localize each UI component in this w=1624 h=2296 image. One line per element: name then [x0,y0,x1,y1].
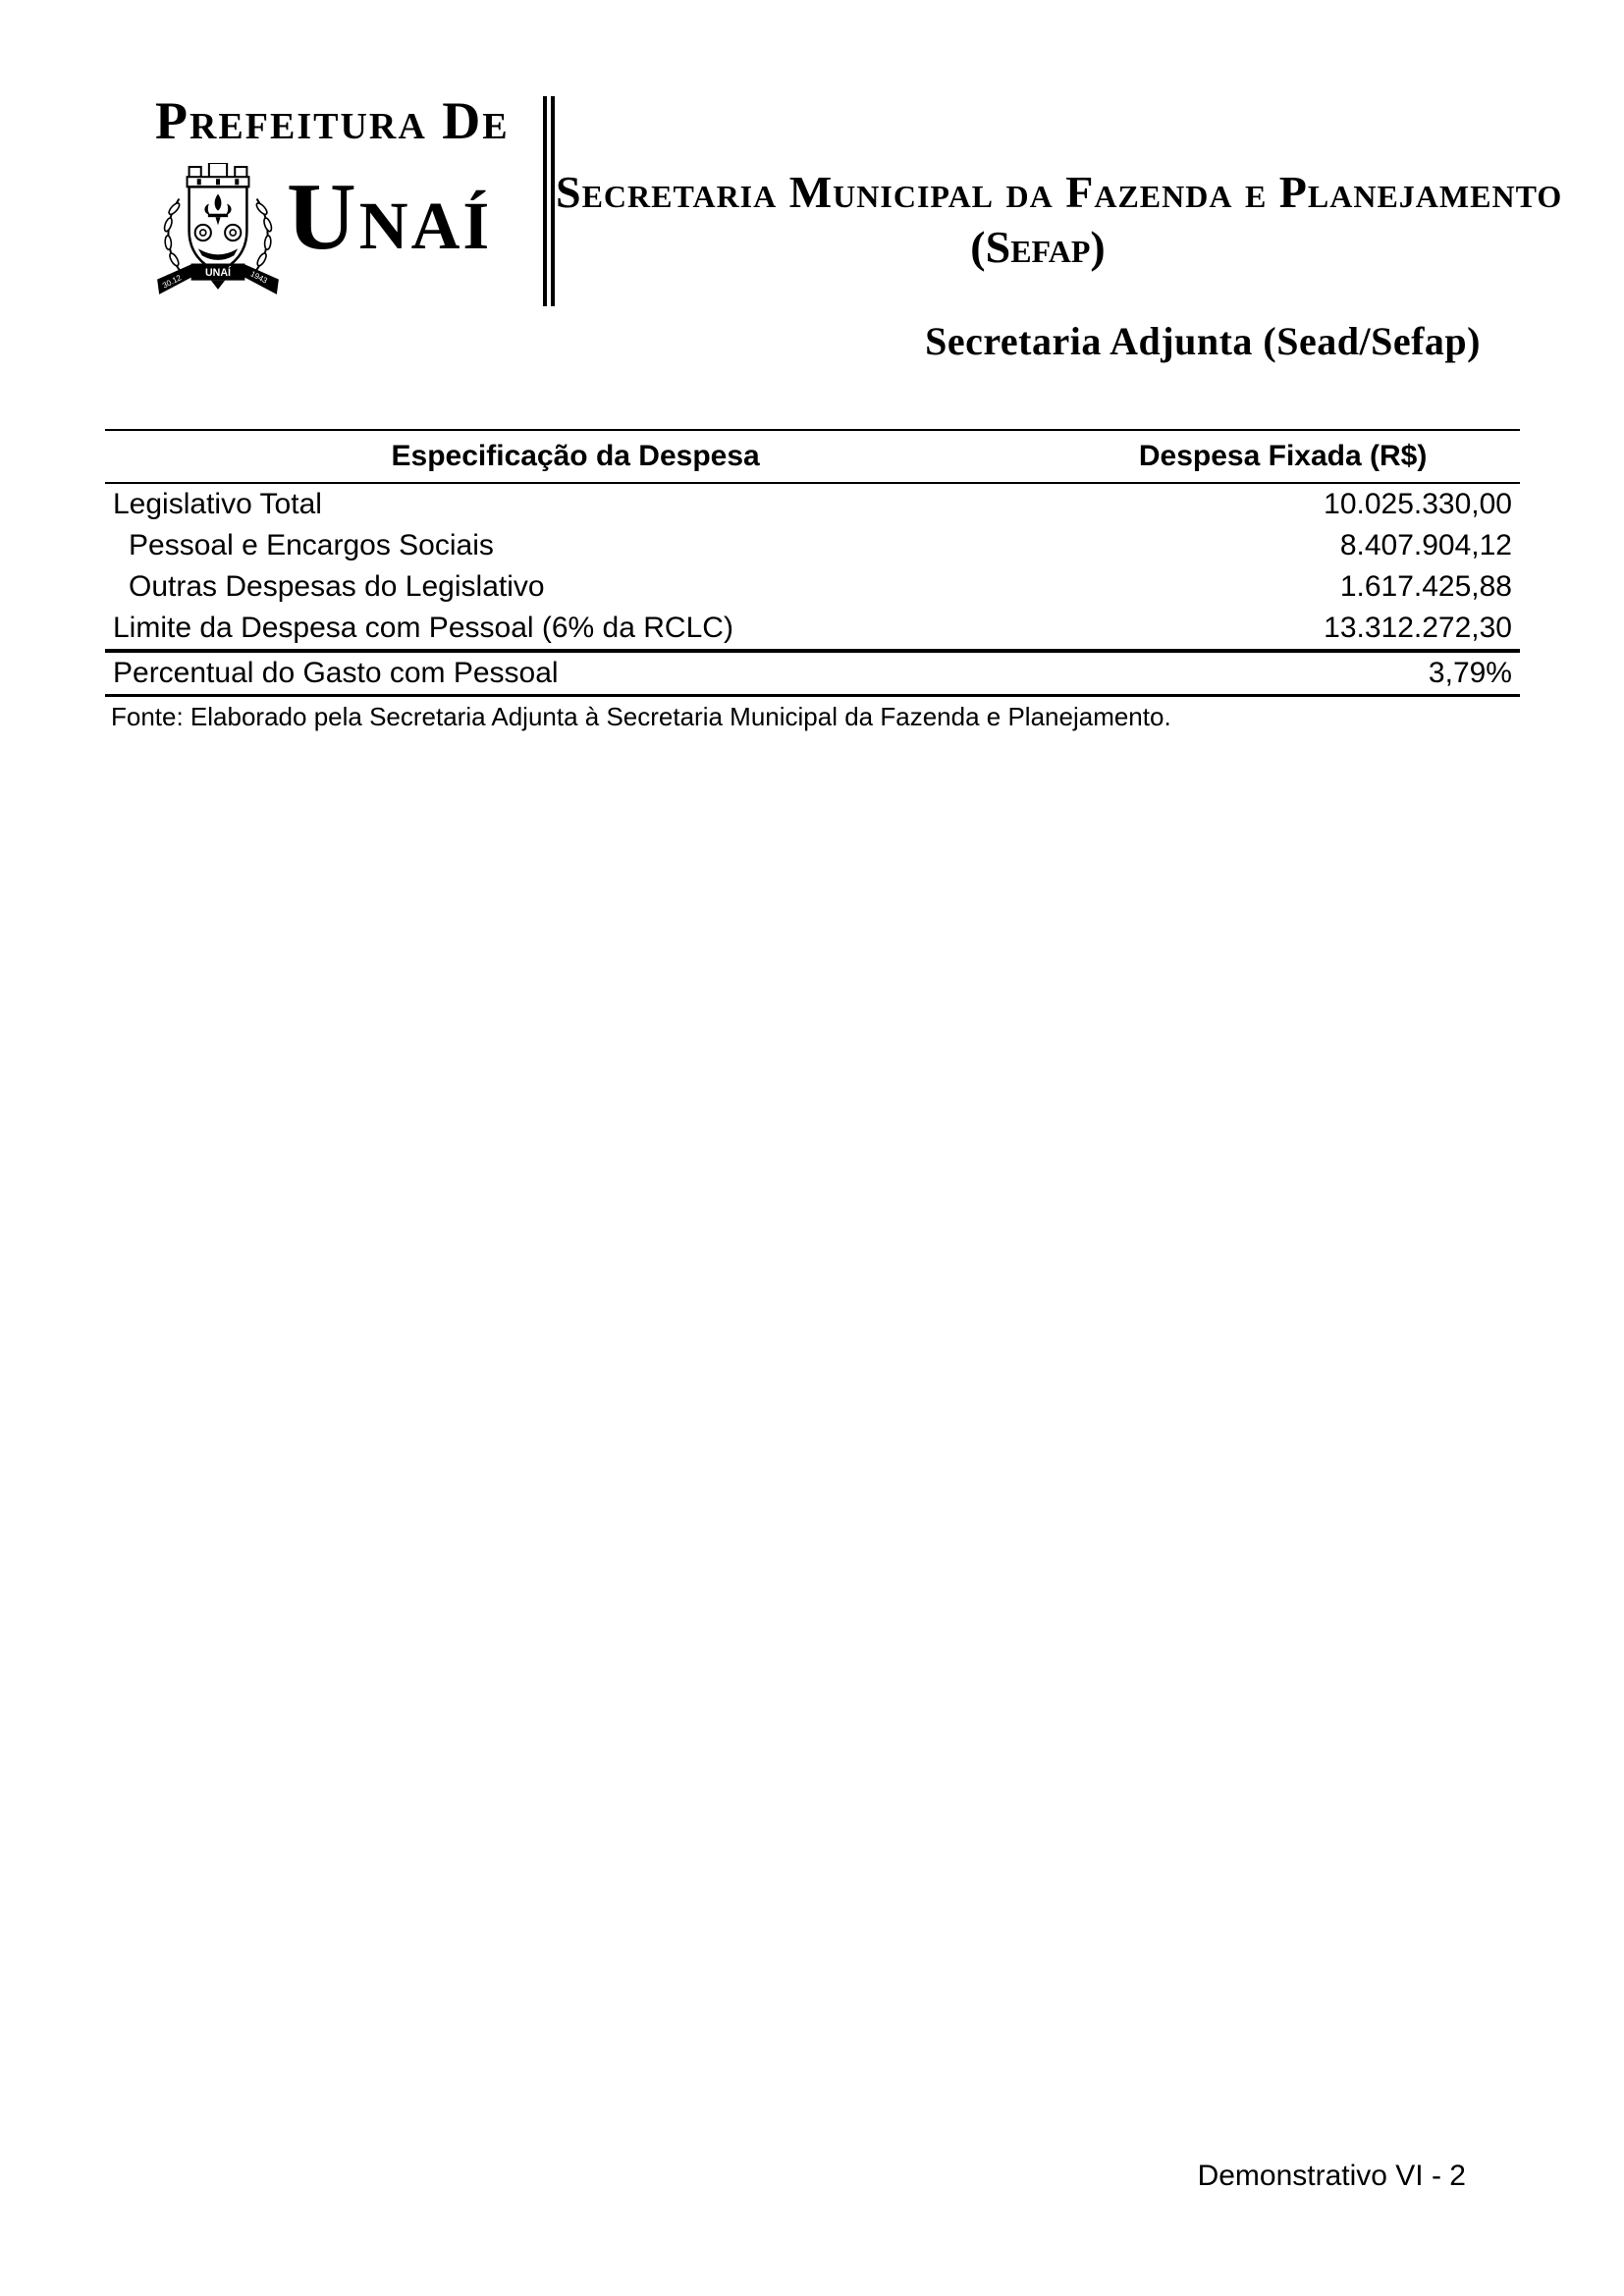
header-divider [543,96,555,306]
page-title-acronym: (Sefap) [970,222,1106,272]
column-header-despesa-fixada: Despesa Fixada (R$) [1138,440,1428,472]
crest-ribbon-right-text: 1943 [248,269,269,286]
row-label: Pessoal e Encargos Sociais [129,529,494,561]
crest-ribbon-center-text: UNAÍ [204,267,232,280]
table-header-row [105,429,1520,484]
crest-ribbon-left-text: 30.12 [161,273,184,291]
org-name-line2: Unaí [287,164,493,270]
summary-label: Percentual do Gasto com Pessoal [113,657,559,689]
crest-ribbon [157,263,279,294]
page-subtitle: Secretaria Adjunta (Sead/Sefap) [925,319,1481,363]
row-value: 13.312.272,30 [1324,612,1512,644]
row-value: 10.025.330,00 [1324,488,1512,520]
table-row [105,484,1520,525]
page-title: Secretaria Municipal da Fazenda e Planejamento [556,167,1563,217]
expense-table [105,429,1520,732]
unai-coat-of-arms-icon [153,163,283,302]
row-label: Legislativo Total [113,488,322,520]
row-label: Outras Despesas do Legislativo [129,570,545,603]
source-note: Fonte: Elaborado pela Secretaria Adjunta à Secretaria Municipal da Fazenda e Planejamento. [111,702,1171,731]
org-name-line1: Prefeitura De [155,91,510,150]
table-row [105,566,1520,608]
row-value: 8.407.904,12 [1339,529,1512,561]
table-summary-row [105,649,1520,697]
table-row [105,525,1520,566]
demonstrativo-page-label: Demonstrativo VI - 2 [1197,2160,1466,2192]
summary-value: 3,79% [1428,657,1512,689]
header-titles [556,167,1563,363]
row-label: Limite da Despesa com Pessoal (6% da RCLC) [113,612,733,644]
table-row [105,608,1520,649]
column-header-especificacao: Especificação da Despesa [391,440,760,472]
row-value: 1.617.425,88 [1339,570,1512,603]
